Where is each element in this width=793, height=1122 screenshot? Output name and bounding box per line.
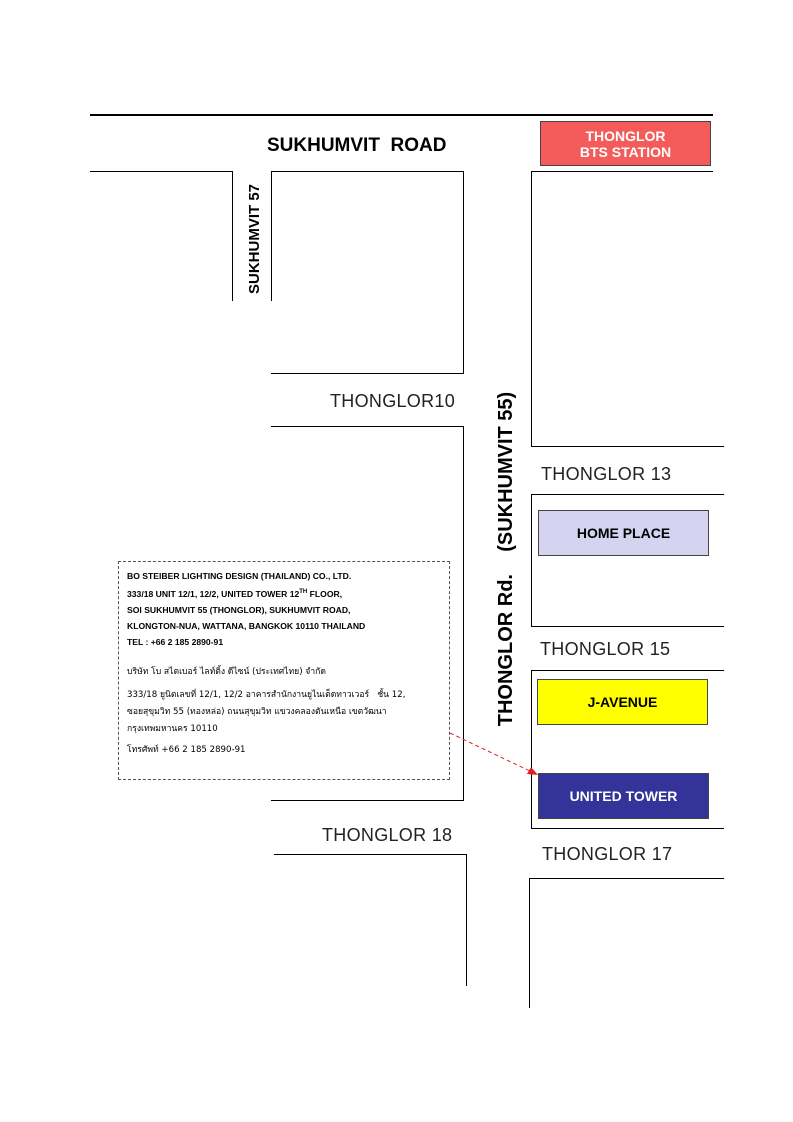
address-en-line-1: 333/18 UNIT 12/1, 12/2, UNITED TOWER 12TH FLOOR, (127, 588, 343, 599)
road-edge (271, 171, 464, 172)
address-th-line-2: ซอยสุขุมวิท 55 (ทองหล่อ) ถนนสุขุมวิท แขวงคลองตันเหนือ เขตวัฒนา (127, 706, 387, 717)
phone-th: โทรศัพท์ +66 2 185 2890-91 (127, 744, 246, 755)
road-edge (271, 800, 464, 801)
road-edge (529, 878, 530, 1008)
road-edge (271, 426, 464, 427)
thonglor-10-label: THONGLOR10 (330, 391, 456, 411)
bts-line-2: BTS STATION (579, 143, 672, 160)
pointer-arrow-icon (440, 725, 550, 785)
road-edge (466, 854, 467, 986)
address-en-line-3: KLONGTON-NUA, WATTANA, BANGKOK 10110 THAILAND (127, 620, 366, 631)
road-edge (529, 878, 724, 879)
road-edge (232, 171, 233, 301)
thonglor-bts-station (540, 121, 711, 166)
thonglor-road-label: THONGLOR Rd. (SUKHUMVIT 55) (495, 391, 517, 727)
thonglor-17-label: THONGLOR 17 (542, 844, 673, 864)
road-edge (531, 446, 724, 447)
road-edge (271, 171, 272, 301)
phone-en: TEL : +66 2 185 2890-91 (127, 636, 224, 647)
address-box (118, 561, 450, 780)
thonglor-18-label: THONGLOR 18 (322, 825, 453, 845)
road-edge (271, 373, 464, 374)
road-edge (531, 670, 724, 671)
home-place-building: HOME PLACE (538, 510, 709, 556)
company-name-en: BO STEIBER LIGHTING DESIGN (THAILAND) CO., LTD. (127, 571, 352, 581)
road-edge (90, 171, 233, 172)
address-th-line-1: 333/18 ยูนิตเลขที่ 12/1, 12/2 อาคารสำนักงานยูไนเต็ดทาวเวอร์ ชั้น 12, (127, 689, 406, 700)
address-th-line-3: กรุงเทพมหานคร 10110 (127, 723, 218, 734)
bts-line-1: THONGLOR (585, 127, 666, 144)
road-edge (274, 854, 467, 855)
sukhumvit-road-label: SUKHUMVIT ROAD (267, 135, 447, 156)
road-edge (531, 171, 532, 446)
thonglor-15-label: THONGLOR 15 (540, 639, 671, 659)
road-edge (531, 171, 713, 172)
road-edge (531, 828, 724, 829)
company-name-th: บริษัท โบ สไตเบอร์ ไลท์ติ้ง ดีไซน์ (ประเทศไทย) จำกัด (127, 666, 326, 677)
road-edge-top (90, 114, 713, 116)
road-edge (463, 171, 464, 374)
sukhumvit-57-label: SUKHUMVIT 57 (246, 183, 263, 295)
j-avenue-building: J-AVENUE (537, 679, 708, 725)
thonglor-13-label: THONGLOR 13 (541, 464, 672, 484)
road-edge (531, 494, 724, 495)
address-en-line-2: SOI SUKHUMVIT 55 (THONGLOR), SUKHUMVIT ROAD, (127, 604, 351, 615)
road-edge (531, 626, 724, 627)
united-tower-building: UNITED TOWER (538, 773, 709, 819)
road-edge (531, 494, 532, 626)
